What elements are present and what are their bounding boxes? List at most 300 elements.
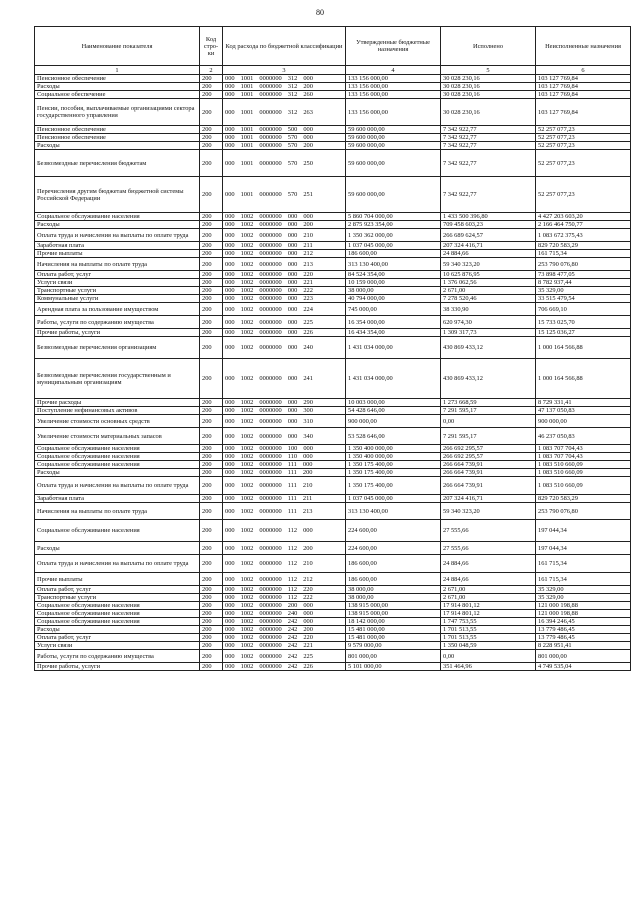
row-line-code: 200 [200,75,223,83]
row-line-code: 200 [200,663,223,671]
row-executed: 207 324 416,71 [441,495,536,503]
table-body [35,75,631,671]
code-segment: 0000000 [259,634,282,641]
row-line-code: 200 [200,555,223,573]
row-name: Социальное обслуживание населения [35,602,200,610]
code-segment: 1002 [240,231,254,239]
row-executed: 30 028 230,16 [441,75,536,83]
row-name: Безвозмездные перечисления организациям [35,337,200,359]
table-row [35,150,631,177]
code-segment: 0000000 [259,159,282,167]
table-row [35,586,631,594]
row-budget-code [223,75,346,83]
row-executed: 351 464,96 [441,663,536,671]
code-segment: 000 [287,231,298,239]
row-unexecuted: 103 127 769,84 [536,83,631,91]
code-segment: 0000000 [259,142,282,149]
row-name: Услуги связи [35,642,200,650]
code-segment: 000 [225,594,235,601]
row-line-code: 200 [200,213,223,221]
code-segment: 200 [303,544,313,552]
row-budget-code [223,316,346,329]
code-segment: 000 [303,618,313,625]
row-executed: 59 340 323,20 [441,258,536,271]
code-segment: 000 [303,213,313,220]
row-name: Начисления на выплаты по оплате труда [35,503,200,520]
row-approved: 1 431 034 000,00 [346,337,441,359]
row-line-code: 200 [200,415,223,428]
code-segment: 1001 [240,142,254,149]
code-segment: 000 [225,295,235,302]
row-line-code: 200 [200,221,223,229]
code-segment: 0000000 [259,213,282,220]
row-unexecuted: 1 000 164 566,88 [536,337,631,359]
row-unexecuted: 8 729 331,41 [536,399,631,407]
code-segment: 226 [303,663,313,670]
row-executed: 2 671,00 [441,594,536,602]
row-budget-code [223,542,346,555]
row-unexecuted: 197 044,34 [536,520,631,542]
code-segment: 000 [225,375,235,382]
code-segment: 240 [287,610,298,617]
row-executed: 1 350 048,59 [441,642,536,650]
code-segment: 1002 [240,329,254,336]
row-line-code: 200 [200,573,223,586]
row-line-code: 200 [200,445,223,453]
row-budget-code [223,650,346,663]
row-name: Социальное обслуживание населения [35,461,200,469]
code-segment: 1002 [240,586,254,593]
row-budget-code [223,428,346,445]
table-row [35,287,631,295]
table-row [35,634,631,642]
code-segment: 0000000 [259,626,282,633]
code-segment: 222 [303,594,313,601]
row-executed: 7 291 595,17 [441,407,536,415]
code-segment: 0000000 [259,260,282,268]
row-unexecuted: 8 782 937,44 [536,279,631,287]
table-row [35,83,631,91]
row-name: Прочие работы, услуги [35,663,200,671]
row-executed: 266 664 739,91 [441,469,536,477]
code-segment: 000 [303,453,313,460]
row-executed: 24 884,66 [441,250,536,258]
row-executed: 266 692 295,57 [441,453,536,461]
row-line-code: 200 [200,337,223,359]
row-executed: 266 664 739,91 [441,461,536,469]
row-line-code: 200 [200,271,223,279]
row-budget-code [223,520,346,542]
row-unexecuted: 829 720 583,29 [536,495,631,503]
table-row [35,626,631,634]
column-number: 2 [200,66,223,75]
table-row [35,542,631,555]
row-executed: 0,00 [441,650,536,663]
row-line-code: 200 [200,316,223,329]
row-name: Арендная плата за пользование имуществом [35,303,200,316]
code-segment: 111 [287,461,297,468]
code-segment: 1002 [240,507,254,515]
code-segment: 500 [287,126,298,133]
row-name: Расходы [35,83,200,91]
row-unexecuted: 33 515 479,54 [536,295,631,303]
code-segment: 570 [287,159,298,167]
row-budget-code [223,359,346,399]
code-segment: 263 [303,108,313,116]
column-number: 1 [35,66,200,75]
row-budget-code [223,91,346,99]
table-row [35,663,631,671]
code-segment: 1002 [240,287,254,294]
row-unexecuted: 52 257 077,23 [536,134,631,142]
row-budget-code [223,99,346,126]
row-executed: 620 974,30 [441,316,536,329]
table-row [35,271,631,279]
code-segment: 1002 [240,250,254,257]
row-budget-code [223,250,346,258]
code-segment: 112 [287,560,298,567]
code-segment: 242 [287,626,298,633]
row-budget-code [223,415,346,428]
code-segment: 000 [225,134,235,141]
code-segment: 0000000 [259,432,282,440]
budget-report-table [34,26,631,671]
row-approved: 133 156 000,00 [346,91,441,99]
table-row [35,258,631,271]
code-segment: 111 [287,469,297,476]
row-approved: 53 528 646,00 [346,428,441,445]
code-segment: 242 [287,618,298,625]
row-line-code: 200 [200,469,223,477]
code-segment: 570 [287,134,298,141]
row-unexecuted: 1 083 707 704,43 [536,453,631,461]
row-budget-code [223,287,346,295]
code-segment: 240 [303,344,313,351]
row-budget-code [223,503,346,520]
row-name: Оплата работ, услуг [35,634,200,642]
row-line-code: 200 [200,407,223,415]
code-segment: 000 [225,586,235,593]
row-budget-code [223,573,346,586]
row-unexecuted: 47 137 050,83 [536,407,631,415]
row-unexecuted: 161 715,34 [536,555,631,573]
row-name: Оплата работ, услуг [35,586,200,594]
row-budget-code [223,477,346,495]
row-line-code: 200 [200,258,223,271]
code-segment: 000 [225,344,235,351]
row-approved: 186 600,00 [346,573,441,586]
code-segment: 1002 [240,305,254,313]
row-approved: 1 431 034 000,00 [346,359,441,399]
code-segment: 000 [287,295,298,302]
row-name: Расходы [35,469,200,477]
row-unexecuted: 35 329,00 [536,586,631,594]
row-executed: 430 869 433,12 [441,359,536,399]
code-segment: 000 [225,432,235,440]
row-approved: 59 600 000,00 [346,150,441,177]
row-budget-code [223,134,346,142]
row-name: Социальное обслуживание населения [35,213,200,221]
code-segment: 1002 [240,407,254,414]
code-segment: 312 [287,91,298,98]
code-segment: 1001 [240,191,254,198]
code-segment: 0000000 [259,453,282,460]
row-executed: 59 340 323,20 [441,503,536,520]
code-segment: 000 [225,618,235,625]
row-unexecuted: 829 720 583,29 [536,242,631,250]
row-name: Заработная плата [35,495,200,503]
code-segment: 0000000 [259,318,282,326]
code-segment: 000 [287,221,298,228]
row-executed: 7 278 520,46 [441,295,536,303]
row-unexecuted: 52 257 077,23 [536,177,631,213]
code-segment: 0000000 [259,287,282,294]
code-segment: 000 [225,652,235,660]
row-name: Социальное обслуживание населения [35,453,200,461]
code-segment: 213 [302,507,313,515]
table-row [35,461,631,469]
code-segment: 000 [225,305,235,313]
row-name: Социальное обслуживание населения [35,445,200,453]
row-approved: 186 600,00 [346,555,441,573]
row-budget-code [223,213,346,221]
row-line-code: 200 [200,91,223,99]
row-budget-code [223,399,346,407]
row-line-code: 200 [200,461,223,469]
row-line-code: 200 [200,626,223,634]
row-unexecuted: 52 257 077,23 [536,142,631,150]
code-segment: 1002 [240,544,254,552]
code-segment: 000 [225,544,235,552]
table-row [35,242,631,250]
code-segment: 000 [225,642,235,649]
row-budget-code [223,295,346,303]
code-segment: 000 [225,610,235,617]
row-budget-code [223,407,346,415]
code-segment: 111 [287,495,297,502]
code-segment: 1002 [240,642,254,649]
code-segment: 0000000 [259,461,282,468]
row-approved: 9 579 000,00 [346,642,441,650]
code-segment: 000 [225,417,235,425]
code-segment: 210 [303,560,313,567]
row-name: Заработная плата [35,242,200,250]
code-segment: 0000000 [259,482,282,489]
row-unexecuted: 103 127 769,84 [536,75,631,83]
code-segment: 0000000 [259,586,282,593]
row-unexecuted: 52 257 077,23 [536,150,631,177]
code-segment: 0000000 [259,594,282,601]
row-budget-code [223,445,346,453]
code-segment: 000 [287,287,298,294]
row-executed: 30 028 230,16 [441,91,536,99]
code-segment: 000 [225,159,235,167]
row-name: Социальное обеспечение [35,91,200,99]
code-segment: 000 [225,191,235,198]
header-approved: Утвержденные бюджетные назначения [346,27,441,66]
code-segment: 1002 [240,344,254,351]
row-line-code: 200 [200,503,223,520]
row-line-code: 200 [200,126,223,134]
code-segment: 000 [287,399,298,406]
row-budget-code [223,150,346,177]
code-segment: 000 [287,250,298,257]
row-approved: 38 000,00 [346,586,441,594]
row-approved: 133 156 000,00 [346,75,441,83]
row-executed: 1 701 513,55 [441,626,536,634]
code-segment: 0000000 [259,271,282,278]
row-unexecuted: 35 329,00 [536,594,631,602]
row-name: Оплата труда и начисления на выплаты по оплате труда [35,555,200,573]
code-segment: 200 [303,142,313,149]
row-executed: 1 376 062,56 [441,279,536,287]
row-name: Услуги связи [35,279,200,287]
row-line-code: 200 [200,586,223,594]
row-budget-code [223,303,346,316]
row-budget-code [223,258,346,271]
row-unexecuted: 13 779 486,45 [536,626,631,634]
code-segment: 290 [303,399,313,406]
row-name: Пенсии, пособия, выплачиваемые организациями сектора государственного управления [35,99,200,126]
row-unexecuted: 15 125 036,27 [536,329,631,337]
row-unexecuted: 197 044,34 [536,542,631,555]
row-executed: 17 914 801,12 [441,610,536,618]
table-row [35,445,631,453]
column-number: 3 [223,66,346,75]
row-executed: 7 342 922,77 [441,177,536,213]
row-approved: 10 003 000,00 [346,399,441,407]
code-segment: 000 [225,560,235,567]
code-segment: 000 [225,91,235,98]
row-unexecuted: 4 427 203 603,20 [536,213,631,221]
row-name: Социальное обслуживание населения [35,520,200,542]
code-segment: 0000000 [259,618,282,625]
row-line-code: 200 [200,477,223,495]
table-row [35,503,631,520]
code-segment: 000 [225,445,235,452]
code-segment: 000 [225,634,235,641]
code-segment: 000 [287,279,298,286]
code-segment: 000 [225,482,235,489]
row-executed: 1 433 500 396,80 [441,213,536,221]
code-segment: 000 [225,142,235,149]
row-name: Оплата работ, услуг [35,271,200,279]
code-segment: 1002 [240,634,254,641]
code-segment: 000 [225,399,235,406]
row-approved: 1 350 175 400,00 [346,477,441,495]
row-approved: 38 000,00 [346,594,441,602]
row-name: Перечисления другим бюджетам бюджетной системы Российской Федерации [35,177,200,213]
code-segment: 221 [303,642,313,649]
row-name: Транспортные услуги [35,594,200,602]
column-number: 5 [441,66,536,75]
code-segment: 0000000 [259,560,282,567]
code-segment: 224 [303,305,313,313]
row-line-code: 200 [200,99,223,126]
row-executed: 7 342 922,77 [441,150,536,177]
row-name: Оплата труда и начисления на выплаты по оплате труда [35,477,200,495]
code-segment: 1002 [240,575,254,583]
code-segment: 000 [287,271,298,278]
code-segment: 0000000 [259,642,282,649]
code-segment: 000 [225,527,235,534]
row-line-code: 200 [200,618,223,626]
code-segment: 1002 [240,318,254,326]
code-segment: 000 [225,507,235,515]
row-budget-code [223,126,346,134]
code-segment: 0000000 [259,610,282,617]
code-segment: 1002 [240,221,254,228]
row-unexecuted: 13 779 486,45 [536,634,631,642]
code-segment: 000 [303,126,313,133]
row-line-code: 200 [200,428,223,445]
row-name: Работы, услуги по содержанию имущества [35,316,200,329]
row-name: Прочие работы, услуги [35,329,200,337]
row-unexecuted: 121 000 198,88 [536,610,631,618]
table-row [35,126,631,134]
row-unexecuted: 161 715,34 [536,250,631,258]
code-segment: 000 [303,527,313,534]
row-approved: 16 434 354,00 [346,329,441,337]
code-segment: 0000000 [259,407,282,414]
header-line-code: Код стро-ки [200,27,223,66]
table-row [35,594,631,602]
table-row [35,573,631,586]
code-segment: 1002 [240,663,254,670]
code-segment: 1002 [240,594,254,601]
row-budget-code [223,271,346,279]
code-segment: 112 [287,586,298,593]
table-row [35,469,631,477]
code-segment: 0000000 [259,417,282,425]
table-row [35,295,631,303]
row-line-code: 200 [200,287,223,295]
row-name: Прочие выплаты [35,250,200,258]
row-name: Социальное обслуживание населения [35,618,200,626]
row-unexecuted: 2 166 464 750,77 [536,221,631,229]
code-segment: 0000000 [259,83,282,90]
code-segment: 000 [302,461,313,468]
table-row [35,134,631,142]
header-budget-code: Код расхода по бюджетной классификации [223,27,346,66]
row-executed: 7 291 595,17 [441,428,536,445]
row-unexecuted: 121 000 198,88 [536,602,631,610]
row-executed: 266 689 624,57 [441,229,536,242]
code-segment: 310 [303,417,313,425]
row-name: Социальное обслуживание населения [35,610,200,618]
row-unexecuted: 900 000,00 [536,415,631,428]
row-budget-code [223,610,346,618]
row-name: Расходы [35,626,200,634]
row-approved: 313 130 400,00 [346,258,441,271]
row-executed: 24 884,66 [441,555,536,573]
row-budget-code [223,586,346,594]
row-approved: 40 794 000,00 [346,295,441,303]
row-executed: 27 555,66 [441,542,536,555]
row-name: Оплата труда и начисления на выплаты по оплате труда [35,229,200,242]
code-segment: 211 [302,495,313,502]
row-executed: 17 914 801,12 [441,602,536,610]
table-row [35,602,631,610]
row-line-code: 200 [200,134,223,142]
row-unexecuted: 103 127 769,84 [536,91,631,99]
code-segment: 222 [303,287,313,294]
code-segment: 200 [302,469,313,476]
code-segment: 0000000 [259,445,282,452]
row-budget-code [223,618,346,626]
row-name: Коммунальные услуги [35,295,200,303]
row-budget-code [223,221,346,229]
